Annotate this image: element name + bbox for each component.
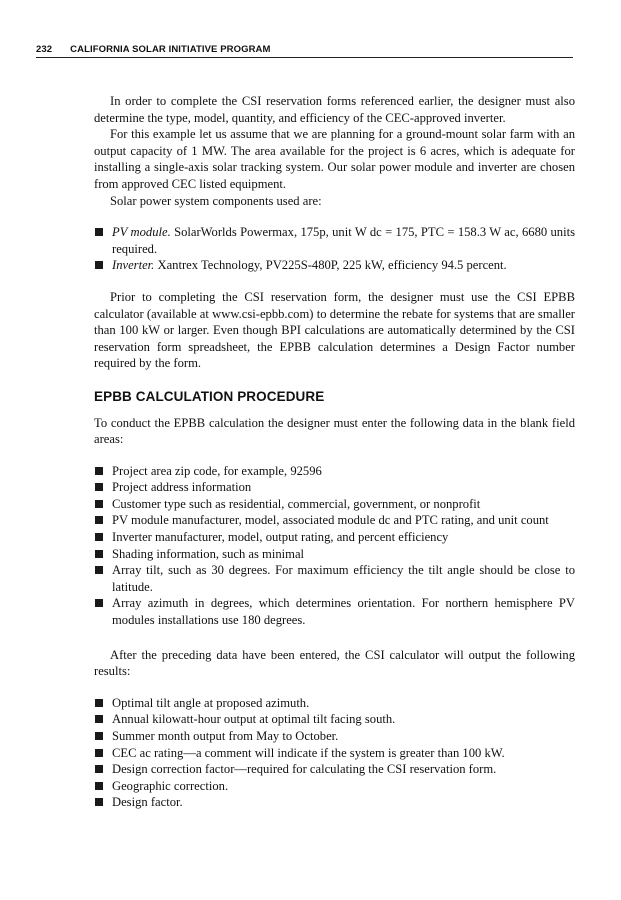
section-heading: EPBB CALCULATION PROCEDURE — [94, 388, 325, 404]
list-item — [94, 794, 575, 811]
item-text: Annual kilowatt-hour output at optimal tilt facing south. — [112, 712, 396, 727]
item-text: Shading information, such as minimal — [112, 546, 305, 561]
square-bullet-icon — [95, 699, 103, 707]
square-bullet-icon — [95, 566, 103, 574]
square-bullet-icon — [95, 749, 103, 757]
item-label: PV module. — [112, 225, 171, 240]
item-text: Inverter manufacturer, model, output rating, and percent efficiency — [112, 530, 449, 545]
square-bullet-icon — [95, 599, 103, 607]
list-item — [94, 562, 575, 595]
item-text: CEC ac rating—a comment will indicate if the system is greater than 100 kW. — [112, 745, 505, 760]
output-results-list — [94, 695, 575, 811]
item-text: Customer type such as residential, commercial, government, or nonprofit — [112, 496, 481, 511]
square-bullet-icon — [95, 483, 103, 491]
square-bullet-icon — [95, 261, 103, 269]
paragraph: Prior to completing the CSI reservation form, the designer must use the CSI EPBB calculator (available at www.csi-epbb.com) to determine the rebate for systems that are smaller than 100 kW or larger. Even though BPI calculations are automatically determined by the CSI reservation form spreadsheet, the EPBB calculation determines a Design Factor number required by the form. — [94, 289, 575, 371]
square-bullet-icon — [95, 715, 103, 723]
paragraph: After the preceding data have been entered, the CSI calculator will output the following results: — [94, 647, 575, 679]
list-item — [94, 711, 575, 728]
page-body — [94, 93, 575, 811]
paragraph: Solar power system components used are: — [110, 193, 322, 208]
list-item — [94, 479, 575, 496]
list-item — [94, 595, 575, 628]
input-data-list — [94, 463, 575, 629]
item-text: Design correction factor—required for calculating the CSI reservation form. — [112, 762, 497, 777]
list-item — [94, 529, 575, 546]
square-bullet-icon — [95, 798, 103, 806]
item-label: Inverter. — [112, 258, 155, 273]
square-bullet-icon — [95, 765, 103, 773]
paragraph: To conduct the EPBB calculation the designer must enter the following data in the blank field areas: — [94, 415, 575, 447]
square-bullet-icon — [95, 516, 103, 524]
square-bullet-icon — [95, 550, 103, 558]
item-text: Geographic correction. — [112, 778, 229, 793]
square-bullet-icon — [95, 732, 103, 740]
running-title: CALIFORNIA SOLAR INITIATIVE PROGRAM — [70, 44, 271, 55]
item-text: Summer month output from May to October. — [112, 729, 339, 743]
list-item — [94, 761, 575, 778]
item-text: Design factor. — [112, 795, 183, 810]
square-bullet-icon — [95, 228, 103, 236]
item-text: Xantrex Technology, PV225S-480P, 225 kW, efficiency 94.5 percent. — [154, 258, 507, 273]
item-text: Array azimuth in degrees, which determines orientation. For northern hemisphere PV modules installations use 180 degrees. — [112, 596, 575, 628]
list-item — [94, 224, 575, 257]
item-text: Array tilt, such as 30 degrees. For maximum efficiency the tilt angle should be close to latitude. — [112, 563, 575, 594]
item-text: Project address information — [112, 480, 252, 495]
list-item — [94, 745, 575, 762]
list-item — [94, 546, 575, 563]
running-header — [36, 44, 573, 58]
list-item — [94, 728, 575, 745]
list-item — [94, 463, 575, 480]
list-item — [94, 695, 575, 712]
page-number: 232 — [36, 44, 53, 55]
item-text: Optimal tilt angle at proposed azimuth. — [112, 695, 310, 710]
square-bullet-icon — [95, 533, 103, 541]
components-list — [94, 224, 575, 274]
paragraph: For this example let us assume that we are planning for a ground-mount solar farm with an output capacity of 1 MW. The area available for the project is 6 acres, which is adequate for installing a single-axis solar tracking system. Our solar power module and inverter are chosen from approved CEC listed equipment. — [94, 127, 575, 191]
item-text: Project area zip code, for example, 92596 — [112, 463, 322, 478]
list-item — [94, 257, 575, 274]
square-bullet-icon — [95, 782, 103, 790]
list-item — [94, 778, 575, 795]
item-text: PV module manufacturer, model, associated module dc and PTC rating, and unit count — [112, 513, 549, 528]
paragraph: In order to complete the CSI reservation forms referenced earlier, the designer must also determine the type, model, quantity, and efficiency of the CEC-approved inverter. — [94, 94, 575, 125]
square-bullet-icon — [95, 467, 103, 475]
square-bullet-icon — [95, 500, 103, 508]
item-text: SolarWorlds Powermax, 175p, unit W dc = 175, PTC = 158.3 W ac, 6680 units required. — [112, 225, 575, 256]
list-item — [94, 512, 575, 529]
list-item — [94, 496, 575, 513]
